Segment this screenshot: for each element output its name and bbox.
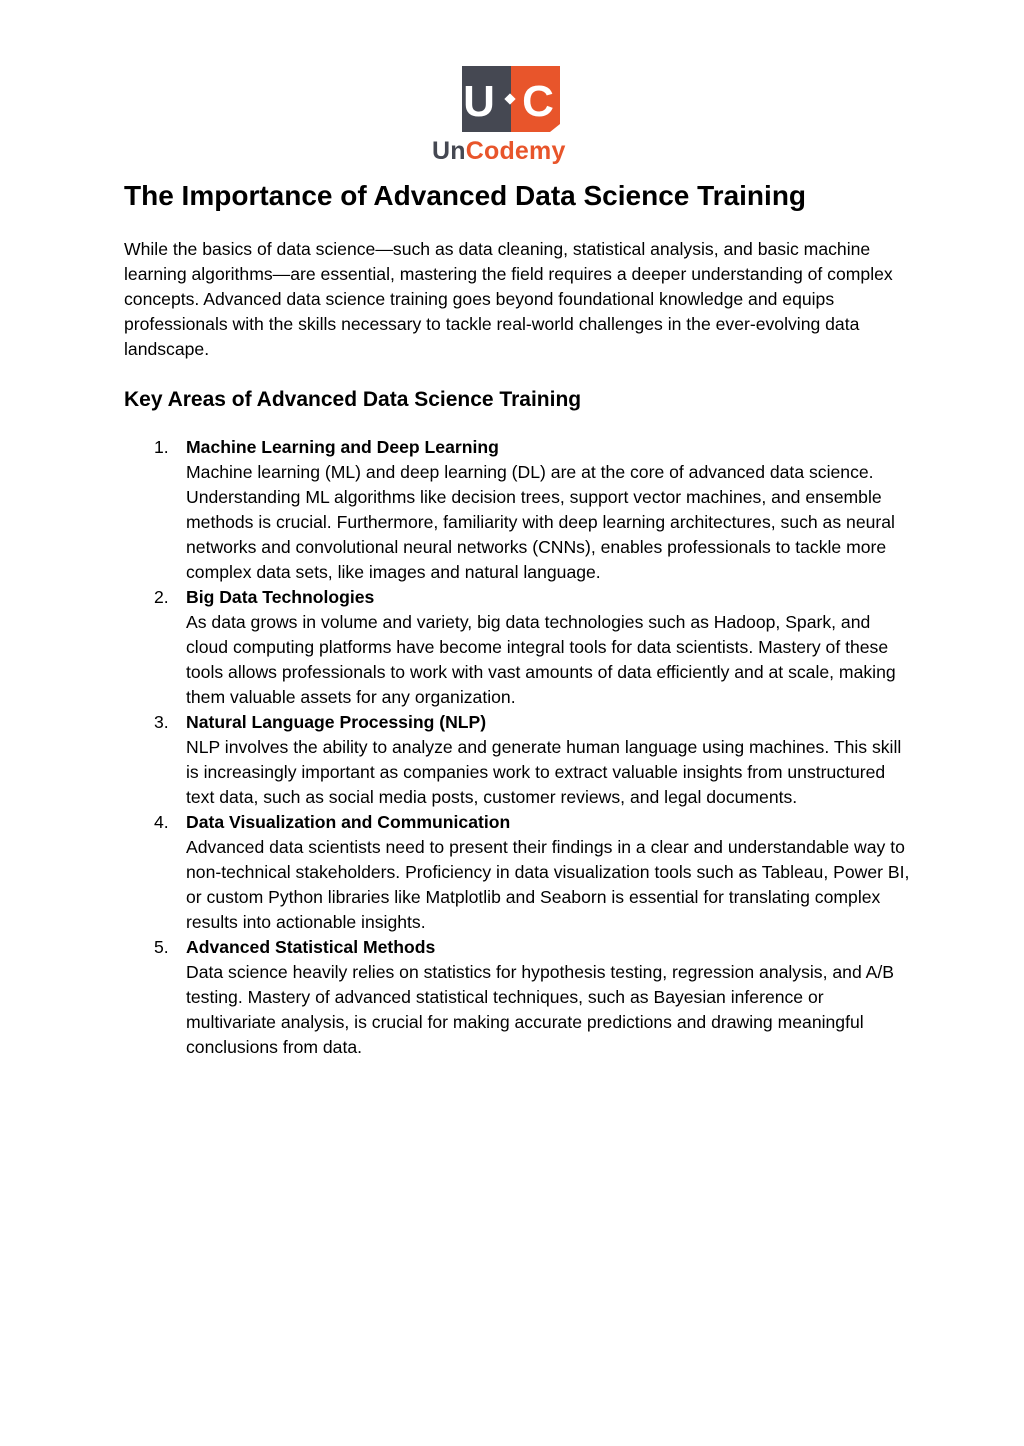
uncodemy-logo-mark <box>462 66 560 132</box>
list-item <box>150 810 910 935</box>
svg-text:U: U <box>463 77 495 126</box>
list-item-title: Data Visualization and Communication <box>186 812 511 832</box>
list-item <box>150 935 910 1060</box>
key-areas-list <box>150 435 910 1060</box>
list-item-title: Big Data Technologies <box>186 587 375 607</box>
list-item-description: NLP involves the ability to analyze and generate human language using machines. This skill is increasingly important as companies work to extract valuable insights from unstructured text data, such as social media posts, customer reviews, and legal documents. <box>186 737 902 807</box>
list-item-number: 1. <box>154 437 169 457</box>
list-item-number: 2. <box>154 587 169 607</box>
list-item-description: Machine learning (ML) and deep learning (DL) are at the core of advanced data science. Understanding ML algorithms like decision trees, support vector machines, and ensemble methods is crucial. Furthermore, familiarity with deep learning architectures, such as neural networks and convolutional neural networks (CNNs), enables professionals to tackle more complex data sets, like images and natural language. <box>186 462 895 582</box>
list-item <box>150 710 910 810</box>
list-item-description: Advanced data scientists need to present their findings in a clear and understandable way to non-technical stakeholders. Proficiency in data visualization tools such as Tableau, Power BI, or custom Python libraries like Matplotlib and Seaborn is essential for translating complex results into actionable insights. <box>186 837 910 932</box>
list-item-description: As data grows in volume and variety, big data technologies such as Hadoop, Spark, and cloud computing platforms have become integral tools for data scientists. Mastery of these tools allows professionals to work with vast amounts of data efficiently and at scale, making them valuable assets for any organization. <box>186 612 896 707</box>
list-item-description: Data science heavily relies on statistics for hypothesis testing, regression analysis, and A/B testing. Mastery of advanced statistical techniques, such as Bayesian inference or multivariate analysis, is crucial for making accurate predictions and drawing meaningful conclusions from data. <box>186 962 895 1057</box>
list-item-title: Advanced Statistical Methods <box>186 937 436 957</box>
logo-wordmark <box>432 136 566 166</box>
logo-wordmark-part1: Un <box>432 137 466 165</box>
list-item-title: Natural Language Processing (NLP) <box>186 712 487 732</box>
list-item-title: Machine Learning and Deep Learning <box>186 437 499 457</box>
list-item <box>150 435 910 585</box>
list-item-number: 4. <box>154 812 169 832</box>
list-item-number: 5. <box>154 937 169 957</box>
intro-paragraph: While the basics of data science—such as data cleaning, statistical analysis, and basic machine learning algorithms—are essential, mastering the field requires a deeper understanding of complex concepts. Advanced data science training goes beyond foundational knowledge and equips professionals with the skills necessary to tackle real-world challenges in the ever-evolving data landscape. <box>124 239 893 359</box>
list-item-number: 3. <box>154 712 169 732</box>
logo-wordmark-part2: Codemy <box>465 137 566 165</box>
list-item <box>150 585 910 710</box>
uncodemy-logo <box>430 64 594 168</box>
section-heading: Key Areas of Advanced Data Science Training <box>124 388 582 411</box>
document-title: The Importance of Advanced Data Science Training <box>124 180 807 211</box>
svg-text:C: C <box>522 77 554 126</box>
